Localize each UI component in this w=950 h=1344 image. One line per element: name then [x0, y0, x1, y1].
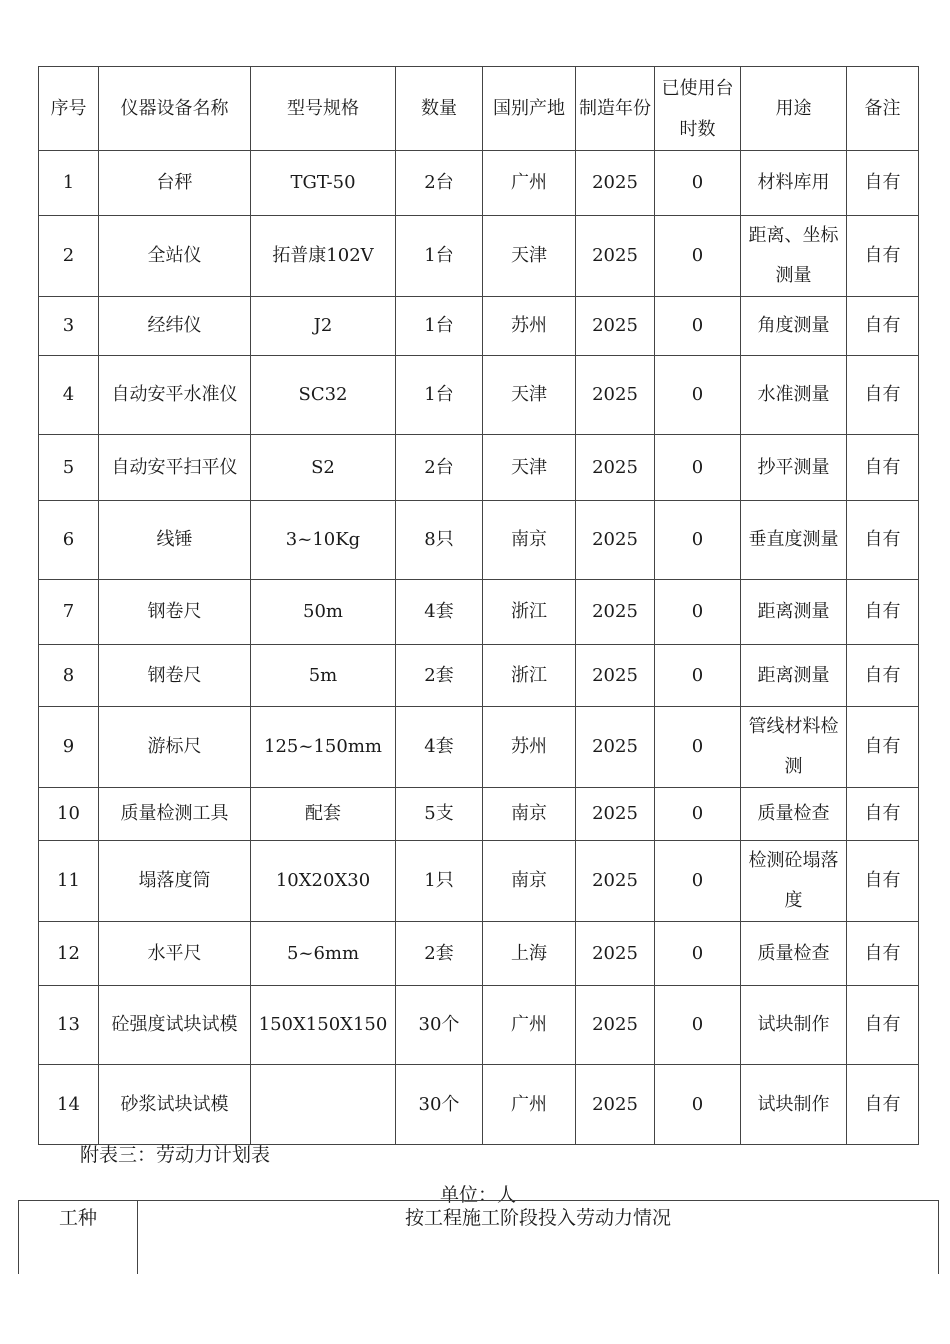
labor-header-stage: 按工程施工阶段投入劳动力情况: [138, 1201, 939, 1275]
header-cell: 国别产地: [483, 67, 576, 151]
header-cell: 用途: [741, 67, 847, 151]
table-cell: 30个: [396, 1065, 483, 1145]
table-cell: 水准测量: [741, 356, 847, 435]
table-cell: 广州: [483, 151, 576, 216]
table-cell: 4套: [396, 707, 483, 788]
table-cell: 5: [39, 435, 99, 501]
table-cell: 上海: [483, 922, 576, 986]
table-cell: 1台: [396, 216, 483, 297]
table-cell: 2025: [576, 645, 655, 707]
table-cell: 0: [655, 841, 741, 922]
table-cell: J2: [251, 297, 396, 356]
table-cell: 1只: [396, 841, 483, 922]
equipment-table: [38, 66, 919, 1145]
table-cell: 125~150mm: [251, 707, 396, 788]
table-cell: 13: [39, 986, 99, 1065]
table-cell: 自有: [847, 501, 919, 580]
table-cell: S2: [251, 435, 396, 501]
table-cell: 全站仪: [99, 216, 251, 297]
table-cell: 0: [655, 151, 741, 216]
table-cell: [251, 1065, 396, 1145]
table-row: [39, 501, 919, 580]
table-row: [39, 841, 919, 922]
table-cell: 6: [39, 501, 99, 580]
table-cell: 砂浆试块试模: [99, 1065, 251, 1145]
header-cell: 仪器设备名称: [99, 67, 251, 151]
table-cell: TGT-50: [251, 151, 396, 216]
table-cell: 5支: [396, 788, 483, 841]
table-cell: 南京: [483, 788, 576, 841]
table-cell: 南京: [483, 841, 576, 922]
table-cell: 浙江: [483, 580, 576, 645]
table-cell: SC32: [251, 356, 396, 435]
table-cell: 线锤: [99, 501, 251, 580]
table-cell: 自动安平水准仪: [99, 356, 251, 435]
table-cell: 2台: [396, 151, 483, 216]
table-cell: 2025: [576, 580, 655, 645]
table-cell: 垂直度测量: [741, 501, 847, 580]
table-row: [39, 580, 919, 645]
table-cell: 5m: [251, 645, 396, 707]
table-cell: 试块制作: [741, 1065, 847, 1145]
table-cell: 2025: [576, 356, 655, 435]
table-cell: 11: [39, 841, 99, 922]
table-cell: 30个: [396, 986, 483, 1065]
table-cell: 0: [655, 645, 741, 707]
table-cell: 自有: [847, 1065, 919, 1145]
table-row: [39, 151, 919, 216]
table-cell: 广州: [483, 1065, 576, 1145]
table-cell: 检测砼塌落度: [741, 841, 847, 922]
table-row: [39, 922, 919, 986]
table-cell: 0: [655, 1065, 741, 1145]
table-cell: 自有: [847, 645, 919, 707]
table-cell: 2025: [576, 501, 655, 580]
table-cell: 2025: [576, 922, 655, 986]
table-cell: 10X20X30: [251, 841, 396, 922]
table-cell: 2025: [576, 297, 655, 356]
table-cell: 自有: [847, 841, 919, 922]
table-cell: 2025: [576, 151, 655, 216]
table-cell: 自有: [847, 788, 919, 841]
table-cell: 0: [655, 986, 741, 1065]
table-cell: 9: [39, 707, 99, 788]
table-cell: 钢卷尺: [99, 645, 251, 707]
table-cell: 抄平测量: [741, 435, 847, 501]
table-cell: 2025: [576, 707, 655, 788]
table-cell: 自有: [847, 435, 919, 501]
labor-plan-table: [18, 1200, 939, 1274]
table-cell: 1台: [396, 297, 483, 356]
table-cell: 质量检查: [741, 922, 847, 986]
header-cell: 型号规格: [251, 67, 396, 151]
table-cell: 14: [39, 1065, 99, 1145]
table-cell: 2025: [576, 435, 655, 501]
header-cell: 数量: [396, 67, 483, 151]
table-cell: 4套: [396, 580, 483, 645]
table-cell: 2: [39, 216, 99, 297]
table-row: [39, 707, 919, 788]
table-row: [39, 356, 919, 435]
table-cell: 0: [655, 501, 741, 580]
table-cell: 150X150X150: [251, 986, 396, 1065]
table-cell: 2025: [576, 841, 655, 922]
table-cell: 0: [655, 216, 741, 297]
table-cell: 自有: [847, 356, 919, 435]
unit-label: 单位：人: [440, 1184, 517, 1206]
header-cell: 序号: [39, 67, 99, 151]
table-cell: 12: [39, 922, 99, 986]
table-cell: 广州: [483, 986, 576, 1065]
header-cell: 备注: [847, 67, 919, 151]
table-cell: 材料库用: [741, 151, 847, 216]
table-cell: 50m: [251, 580, 396, 645]
table-row: [39, 788, 919, 841]
table-row: [39, 986, 919, 1065]
table-row: [39, 645, 919, 707]
table-cell: 自有: [847, 986, 919, 1065]
table-cell: 自有: [847, 580, 919, 645]
table-cell: 自有: [847, 922, 919, 986]
table-cell: 南京: [483, 501, 576, 580]
table-cell: 7: [39, 580, 99, 645]
table-cell: 拓普康102V: [251, 216, 396, 297]
header-cell: 已使用台时数: [655, 67, 741, 151]
table-cell: 自有: [847, 151, 919, 216]
table-cell: 塌落度筒: [99, 841, 251, 922]
appendix-caption: 附表三：劳动力计划表: [80, 1144, 271, 1166]
table-cell: 1: [39, 151, 99, 216]
table-cell: 0: [655, 707, 741, 788]
table-cell: 距离、坐标测量: [741, 216, 847, 297]
table-row: [39, 435, 919, 501]
table-cell: 0: [655, 297, 741, 356]
table-cell: 管线材料检测: [741, 707, 847, 788]
table-cell: 0: [655, 435, 741, 501]
table-cell: 苏州: [483, 707, 576, 788]
table-cell: 5~6mm: [251, 922, 396, 986]
table-cell: 8: [39, 645, 99, 707]
table-cell: 天津: [483, 435, 576, 501]
table-cell: 0: [655, 356, 741, 435]
table-cell: 游标尺: [99, 707, 251, 788]
table-cell: 角度测量: [741, 297, 847, 356]
table-cell: 水平尺: [99, 922, 251, 986]
table-cell: 距离测量: [741, 580, 847, 645]
table-cell: 0: [655, 580, 741, 645]
table-cell: 自有: [847, 707, 919, 788]
table-cell: 2套: [396, 645, 483, 707]
header-cell: 制造年份: [576, 67, 655, 151]
table-cell: 2025: [576, 986, 655, 1065]
table-cell: 2025: [576, 1065, 655, 1145]
table-cell: 自有: [847, 297, 919, 356]
table-cell: 质量检测工具: [99, 788, 251, 841]
table-cell: 3: [39, 297, 99, 356]
table-cell: 配套: [251, 788, 396, 841]
table-cell: 自动安平扫平仪: [99, 435, 251, 501]
table-row: [39, 216, 919, 297]
table-cell: 天津: [483, 356, 576, 435]
table-cell: 4: [39, 356, 99, 435]
table-cell: 2025: [576, 788, 655, 841]
table-cell: 质量检查: [741, 788, 847, 841]
table-cell: 砼强度试块试模: [99, 986, 251, 1065]
table-cell: 台秤: [99, 151, 251, 216]
labor-header-trade: 工种: [19, 1201, 138, 1275]
table-cell: 0: [655, 922, 741, 986]
table-cell: 浙江: [483, 645, 576, 707]
table-cell: 经纬仪: [99, 297, 251, 356]
table-cell: 苏州: [483, 297, 576, 356]
table-cell: 2025: [576, 216, 655, 297]
table-cell: 自有: [847, 216, 919, 297]
table-row: [39, 1065, 919, 1145]
table-cell: 2套: [396, 922, 483, 986]
table-cell: 10: [39, 788, 99, 841]
table-cell: 2台: [396, 435, 483, 501]
table-cell: 8只: [396, 501, 483, 580]
table-cell: 距离测量: [741, 645, 847, 707]
table-cell: 3~10Kg: [251, 501, 396, 580]
table-cell: 1台: [396, 356, 483, 435]
table-cell: 试块制作: [741, 986, 847, 1065]
header-row: [39, 67, 919, 151]
table-cell: 钢卷尺: [99, 580, 251, 645]
table-cell: 0: [655, 788, 741, 841]
table-cell: 天津: [483, 216, 576, 297]
table-row: [39, 297, 919, 356]
